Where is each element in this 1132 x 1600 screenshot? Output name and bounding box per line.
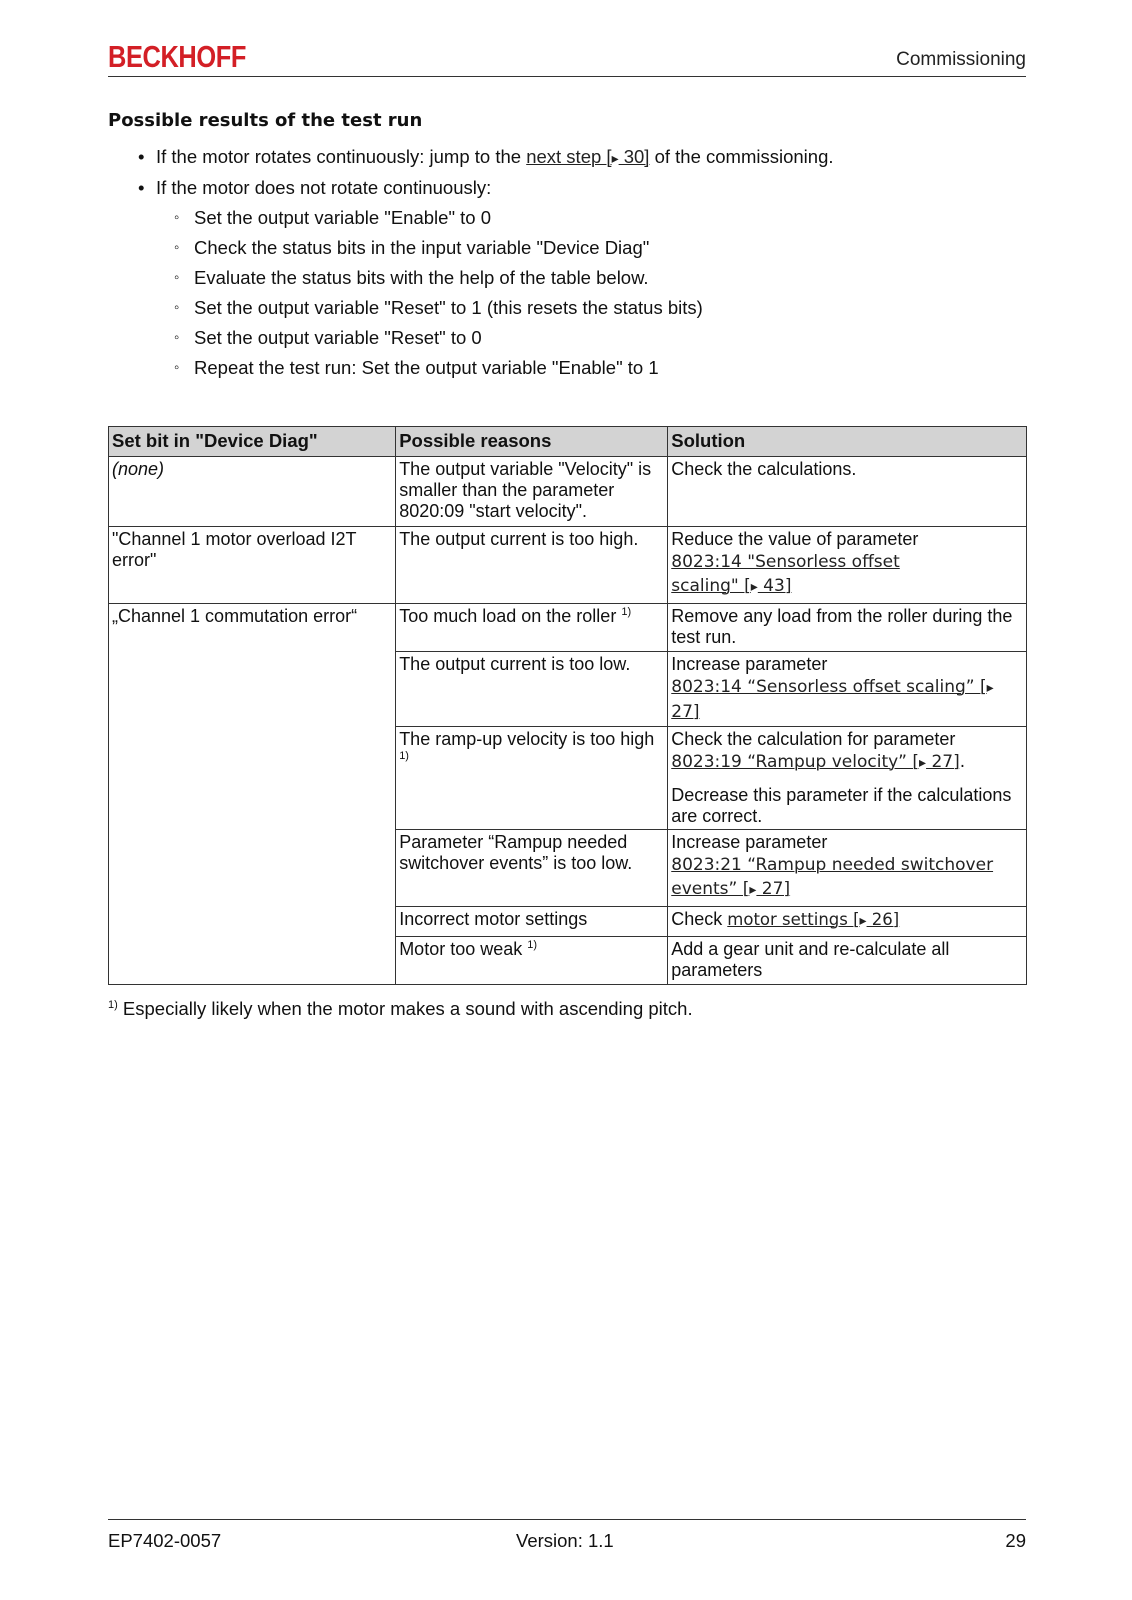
- triangle-right-icon: ▸: [750, 579, 758, 595]
- solution-cell: Increase parameter 8023:21 “Rampup needed switchover events” [▸ 27]: [668, 830, 1027, 907]
- triangle-right-icon: ▸: [749, 882, 757, 898]
- diag-bit-cell: "Channel 1 motor overload I2T error": [109, 527, 396, 604]
- page-header: [108, 40, 1026, 77]
- triangle-right-icon: ▸: [611, 150, 619, 166]
- section-heading: Possible results of the test run: [108, 110, 423, 131]
- bullet-text: If the motor rotates continuously: jump to the: [156, 146, 527, 167]
- footnote-ref: 1): [399, 750, 409, 762]
- reason-cell: Too much load on the roller $^{1)}$: [396, 604, 668, 652]
- device-diag-table: [108, 426, 1027, 985]
- sub-list-item: ◦ Evaluate the status bits with the help of the table below.: [108, 263, 1026, 293]
- sub-list-item: ◦ Set the output variable "Reset" to 0: [108, 323, 1026, 353]
- page-footer: [108, 1519, 1026, 1551]
- version-label: Version: 1.1: [516, 1530, 614, 1551]
- sensorless-offset-scaling-link[interactable]: 8023:14 "Sensorless offset: [671, 552, 900, 572]
- table-row: [109, 604, 1027, 652]
- table-header-row: [109, 427, 1027, 457]
- table-row: [109, 457, 1027, 527]
- section-title: Commissioning: [896, 49, 1026, 70]
- sub-list-item: ◦ Repeat the test run: Set the output variable "Enable" to 1: [108, 353, 1026, 383]
- footnote-text: Especially likely when the motor makes a sound with ascending pitch.: [117, 998, 693, 1019]
- solution-cell: Increase parameter 8023:14 “Sensorless offset scaling” [▸ 27]: [668, 652, 1027, 727]
- motor-settings-link[interactable]: motor settings [▸ 26]: [727, 910, 899, 929]
- next-step-link[interactable]: next step [▸ 30]: [526, 146, 649, 167]
- table-row: [109, 527, 1027, 604]
- column-header: Solution: [668, 427, 1027, 457]
- solution-cell: Reduce the value of parameter 8023:14 "Sensorless offset scaling" [▸ 43]: [668, 527, 1027, 604]
- sensorless-offset-scaling-link[interactable]: 8023:14 “Sensorless offset scaling” [▸ 27]: [671, 677, 994, 722]
- diag-bit-cell: „Channel 1 commutation error“: [109, 604, 396, 985]
- sensorless-offset-scaling-link[interactable]: scaling" [▸ 43]: [671, 574, 1024, 599]
- beckhoff-logo: BECKHOFF: [108, 39, 246, 74]
- solution-cell: Remove any load from the roller during the test run.: [668, 604, 1027, 652]
- triangle-right-icon: ▸: [986, 680, 994, 696]
- diag-bit-cell: (none): [109, 457, 396, 527]
- bullet-text: of the commissioning.: [649, 146, 834, 167]
- footnote-ref: 1): [527, 939, 538, 951]
- footnote: [108, 998, 693, 1020]
- reason-cell: The output current is too low.: [396, 652, 668, 727]
- sub-list-item: ◦ Check the status bits in the input variable "Device Diag": [108, 233, 1026, 263]
- reason-cell: Parameter “Rampup needed switchover events” is too low.: [396, 830, 668, 907]
- result-list: [108, 142, 1026, 383]
- reason-cell: Motor too weak $^{1)}$: [396, 937, 668, 985]
- sub-list-item: ◦ Set the output variable "Enable" to 0: [108, 203, 1026, 233]
- solution-cell: Add a gear unit and re-calculate all parameters: [668, 937, 1027, 985]
- rampup-velocity-link[interactable]: 8023:19 “Rampup velocity” [▸ 27]: [671, 752, 959, 772]
- document-id: EP7402-0057: [108, 1530, 222, 1551]
- footnote-mark: 1): [108, 999, 118, 1011]
- solution-cell: Check the calculations.: [668, 457, 1027, 527]
- reason-cell: The output variable "Velocity" is smaller than the parameter 8020:09 "start velocity".: [396, 457, 668, 527]
- sub-list-item: ◦ Set the output variable "Reset" to 1 (this resets the status bits): [108, 293, 1026, 323]
- triangle-right-icon: ▸: [859, 913, 867, 929]
- list-item: [108, 142, 1026, 173]
- solution-cell: Check the calculation for parameter 8023:19 “Rampup velocity” [▸ 27]. Decrease this parameter if the calculations are correct.: [668, 727, 1027, 830]
- page-number: 29: [1005, 1530, 1026, 1551]
- reason-cell: The ramp-up velocity is too high $^{1)}$: [396, 727, 668, 830]
- rampup-switchover-events-link[interactable]: 8023:21 “Rampup needed switchover: [671, 855, 994, 875]
- column-header: Set bit in "Device Diag": [109, 427, 396, 457]
- column-header: Possible reasons: [396, 427, 668, 457]
- footnote-ref: 1): [621, 606, 632, 618]
- reason-cell: The output current is too high.: [396, 527, 668, 604]
- list-item: • If the motor does not rotate continuously:: [108, 173, 1026, 203]
- solution-cell: Check motor settings [▸ 26]: [668, 907, 1027, 937]
- triangle-right-icon: ▸: [919, 755, 927, 771]
- rampup-switchover-events-link[interactable]: events” [▸ 27]: [671, 877, 1024, 902]
- reason-cell: Incorrect motor settings: [396, 907, 668, 937]
